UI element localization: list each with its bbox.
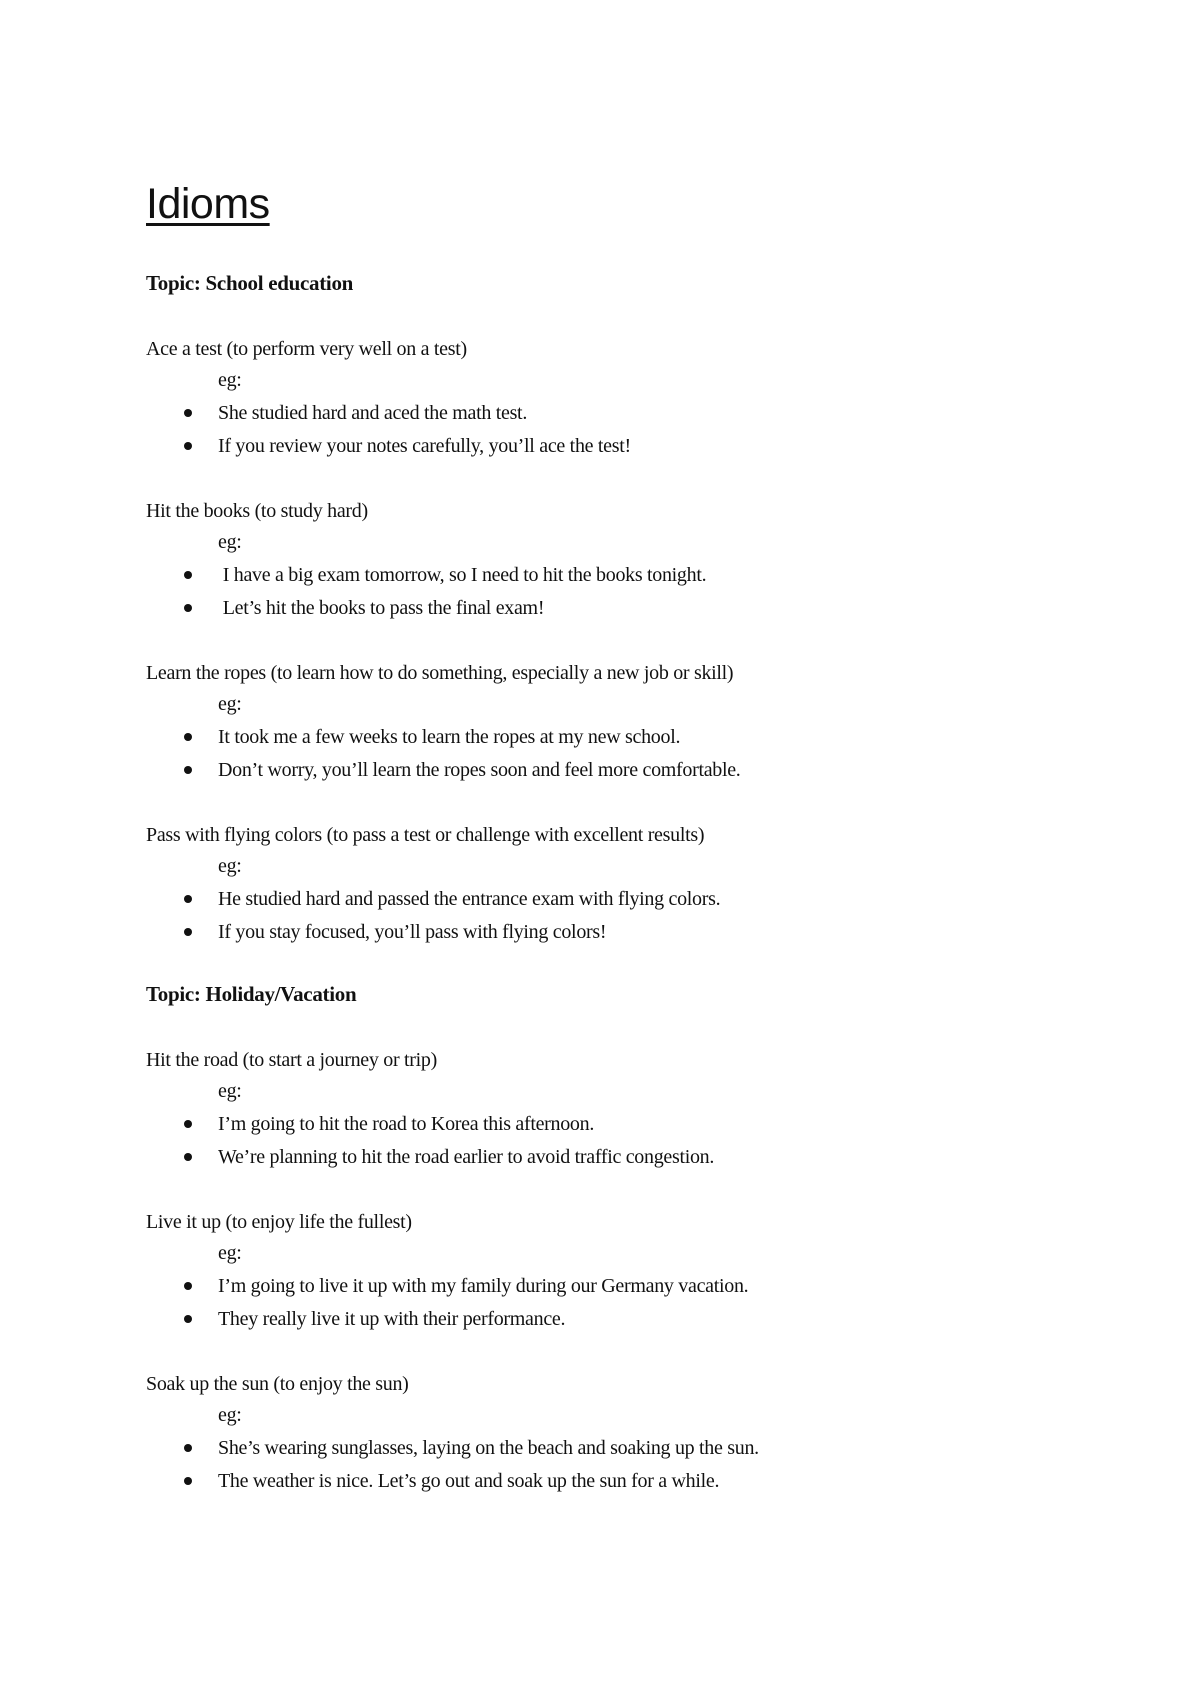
example-item — [146, 1141, 1106, 1174]
example-item — [146, 397, 1106, 430]
example-item — [146, 1108, 1106, 1141]
idiom-entry — [146, 334, 1106, 463]
example-item — [146, 883, 1106, 916]
example-item — [146, 721, 1106, 754]
idiom-spacer — [146, 787, 1106, 820]
bullet-icon — [184, 442, 192, 450]
example-list — [146, 721, 1106, 787]
bullet-icon — [184, 571, 192, 579]
idiom-spacer — [146, 463, 1106, 496]
idiom-definition: Hit the books (to study hard) — [146, 500, 368, 522]
idiom-spacer — [146, 1174, 1106, 1207]
topic-spacer — [146, 949, 1106, 979]
idiom-definition: Soak up the sun (to enjoy the sun) — [146, 1373, 409, 1395]
idiom-definition: Learn the ropes (to learn how to do something, especially a new job or skill) — [146, 662, 734, 684]
example-text: She’s wearing sunglasses, laying on the beach and soaking up the sun. — [218, 1437, 759, 1459]
bullet-icon — [184, 1444, 192, 1452]
idiom-entry — [146, 496, 1106, 625]
example-label: eg: — [218, 1080, 242, 1102]
bullet-icon — [184, 895, 192, 903]
page-title: Idioms — [146, 180, 270, 228]
bullet-icon — [184, 409, 192, 417]
example-item — [146, 1465, 1106, 1498]
example-item — [146, 430, 1106, 463]
bullet-icon — [184, 1282, 192, 1290]
title-spacer — [146, 232, 1106, 268]
heading-spacer — [146, 298, 1106, 334]
example-list — [146, 559, 1106, 625]
example-text: It took me a few weeks to learn the ropes at my new school. — [218, 726, 681, 748]
bullet-icon — [184, 1315, 192, 1323]
bullet-icon — [184, 733, 192, 741]
topics-container — [146, 268, 1106, 1498]
example-text: If you review your notes carefully, you’ll ace the test! — [218, 435, 631, 457]
example-text: If you stay focused, you’ll pass with flying colors! — [218, 921, 607, 943]
idiom-entry — [146, 820, 1106, 949]
example-item — [146, 559, 1106, 592]
example-text: They really live it up with their performance. — [218, 1308, 566, 1330]
example-text: She studied hard and aced the math test. — [218, 402, 528, 424]
example-text: I have a big exam tomorrow, so I need to hit the books tonight. — [218, 564, 707, 586]
idiom-entry — [146, 1045, 1106, 1174]
example-label: eg: — [218, 1404, 242, 1426]
idiom-entry — [146, 1207, 1106, 1336]
heading-spacer — [146, 1009, 1106, 1045]
example-label: eg: — [218, 531, 242, 553]
example-text: Let’s hit the books to pass the final exam! — [218, 597, 545, 619]
idiom-spacer — [146, 1336, 1106, 1369]
example-text: I’m going to live it up with my family during our Germany vacation. — [218, 1275, 749, 1297]
idiom-spacer — [146, 625, 1106, 658]
bullet-icon — [184, 766, 192, 774]
example-text: Don’t worry, you’ll learn the ropes soon and feel more comfortable. — [218, 759, 741, 781]
example-label: eg: — [218, 693, 242, 715]
topic-heading: Topic: School education — [146, 271, 354, 295]
bullet-icon — [184, 1153, 192, 1161]
example-item — [146, 592, 1106, 625]
example-label: eg: — [218, 1242, 242, 1264]
example-list — [146, 1270, 1106, 1336]
bullet-icon — [184, 604, 192, 612]
document-page — [146, 176, 1106, 1498]
topic-heading: Topic: Holiday/Vacation — [146, 982, 357, 1006]
example-item — [146, 1432, 1106, 1465]
example-text: He studied hard and passed the entrance exam with flying colors. — [218, 888, 721, 910]
example-list — [146, 1108, 1106, 1174]
idiom-entry — [146, 1369, 1106, 1498]
idiom-definition: Live it up (to enjoy life the fullest) — [146, 1211, 412, 1233]
example-list — [146, 1432, 1106, 1498]
example-list — [146, 883, 1106, 949]
idiom-entry — [146, 658, 1106, 787]
bullet-icon — [184, 1120, 192, 1128]
example-list — [146, 397, 1106, 463]
example-item — [146, 1270, 1106, 1303]
example-item — [146, 1303, 1106, 1336]
bullet-icon — [184, 928, 192, 936]
example-text: We’re planning to hit the road earlier to avoid traffic congestion. — [218, 1146, 715, 1168]
example-label: eg: — [218, 855, 242, 877]
example-text: The weather is nice. Let’s go out and soak up the sun for a while. — [218, 1470, 720, 1492]
idiom-definition: Hit the road (to start a journey or trip) — [146, 1049, 437, 1071]
example-item — [146, 754, 1106, 787]
example-text: I’m going to hit the road to Korea this afternoon. — [218, 1113, 595, 1135]
example-item — [146, 916, 1106, 949]
idiom-definition: Ace a test (to perform very well on a test) — [146, 338, 467, 360]
bullet-icon — [184, 1477, 192, 1485]
example-label: eg: — [218, 369, 242, 391]
idiom-definition: Pass with flying colors (to pass a test or challenge with excellent results) — [146, 824, 705, 846]
